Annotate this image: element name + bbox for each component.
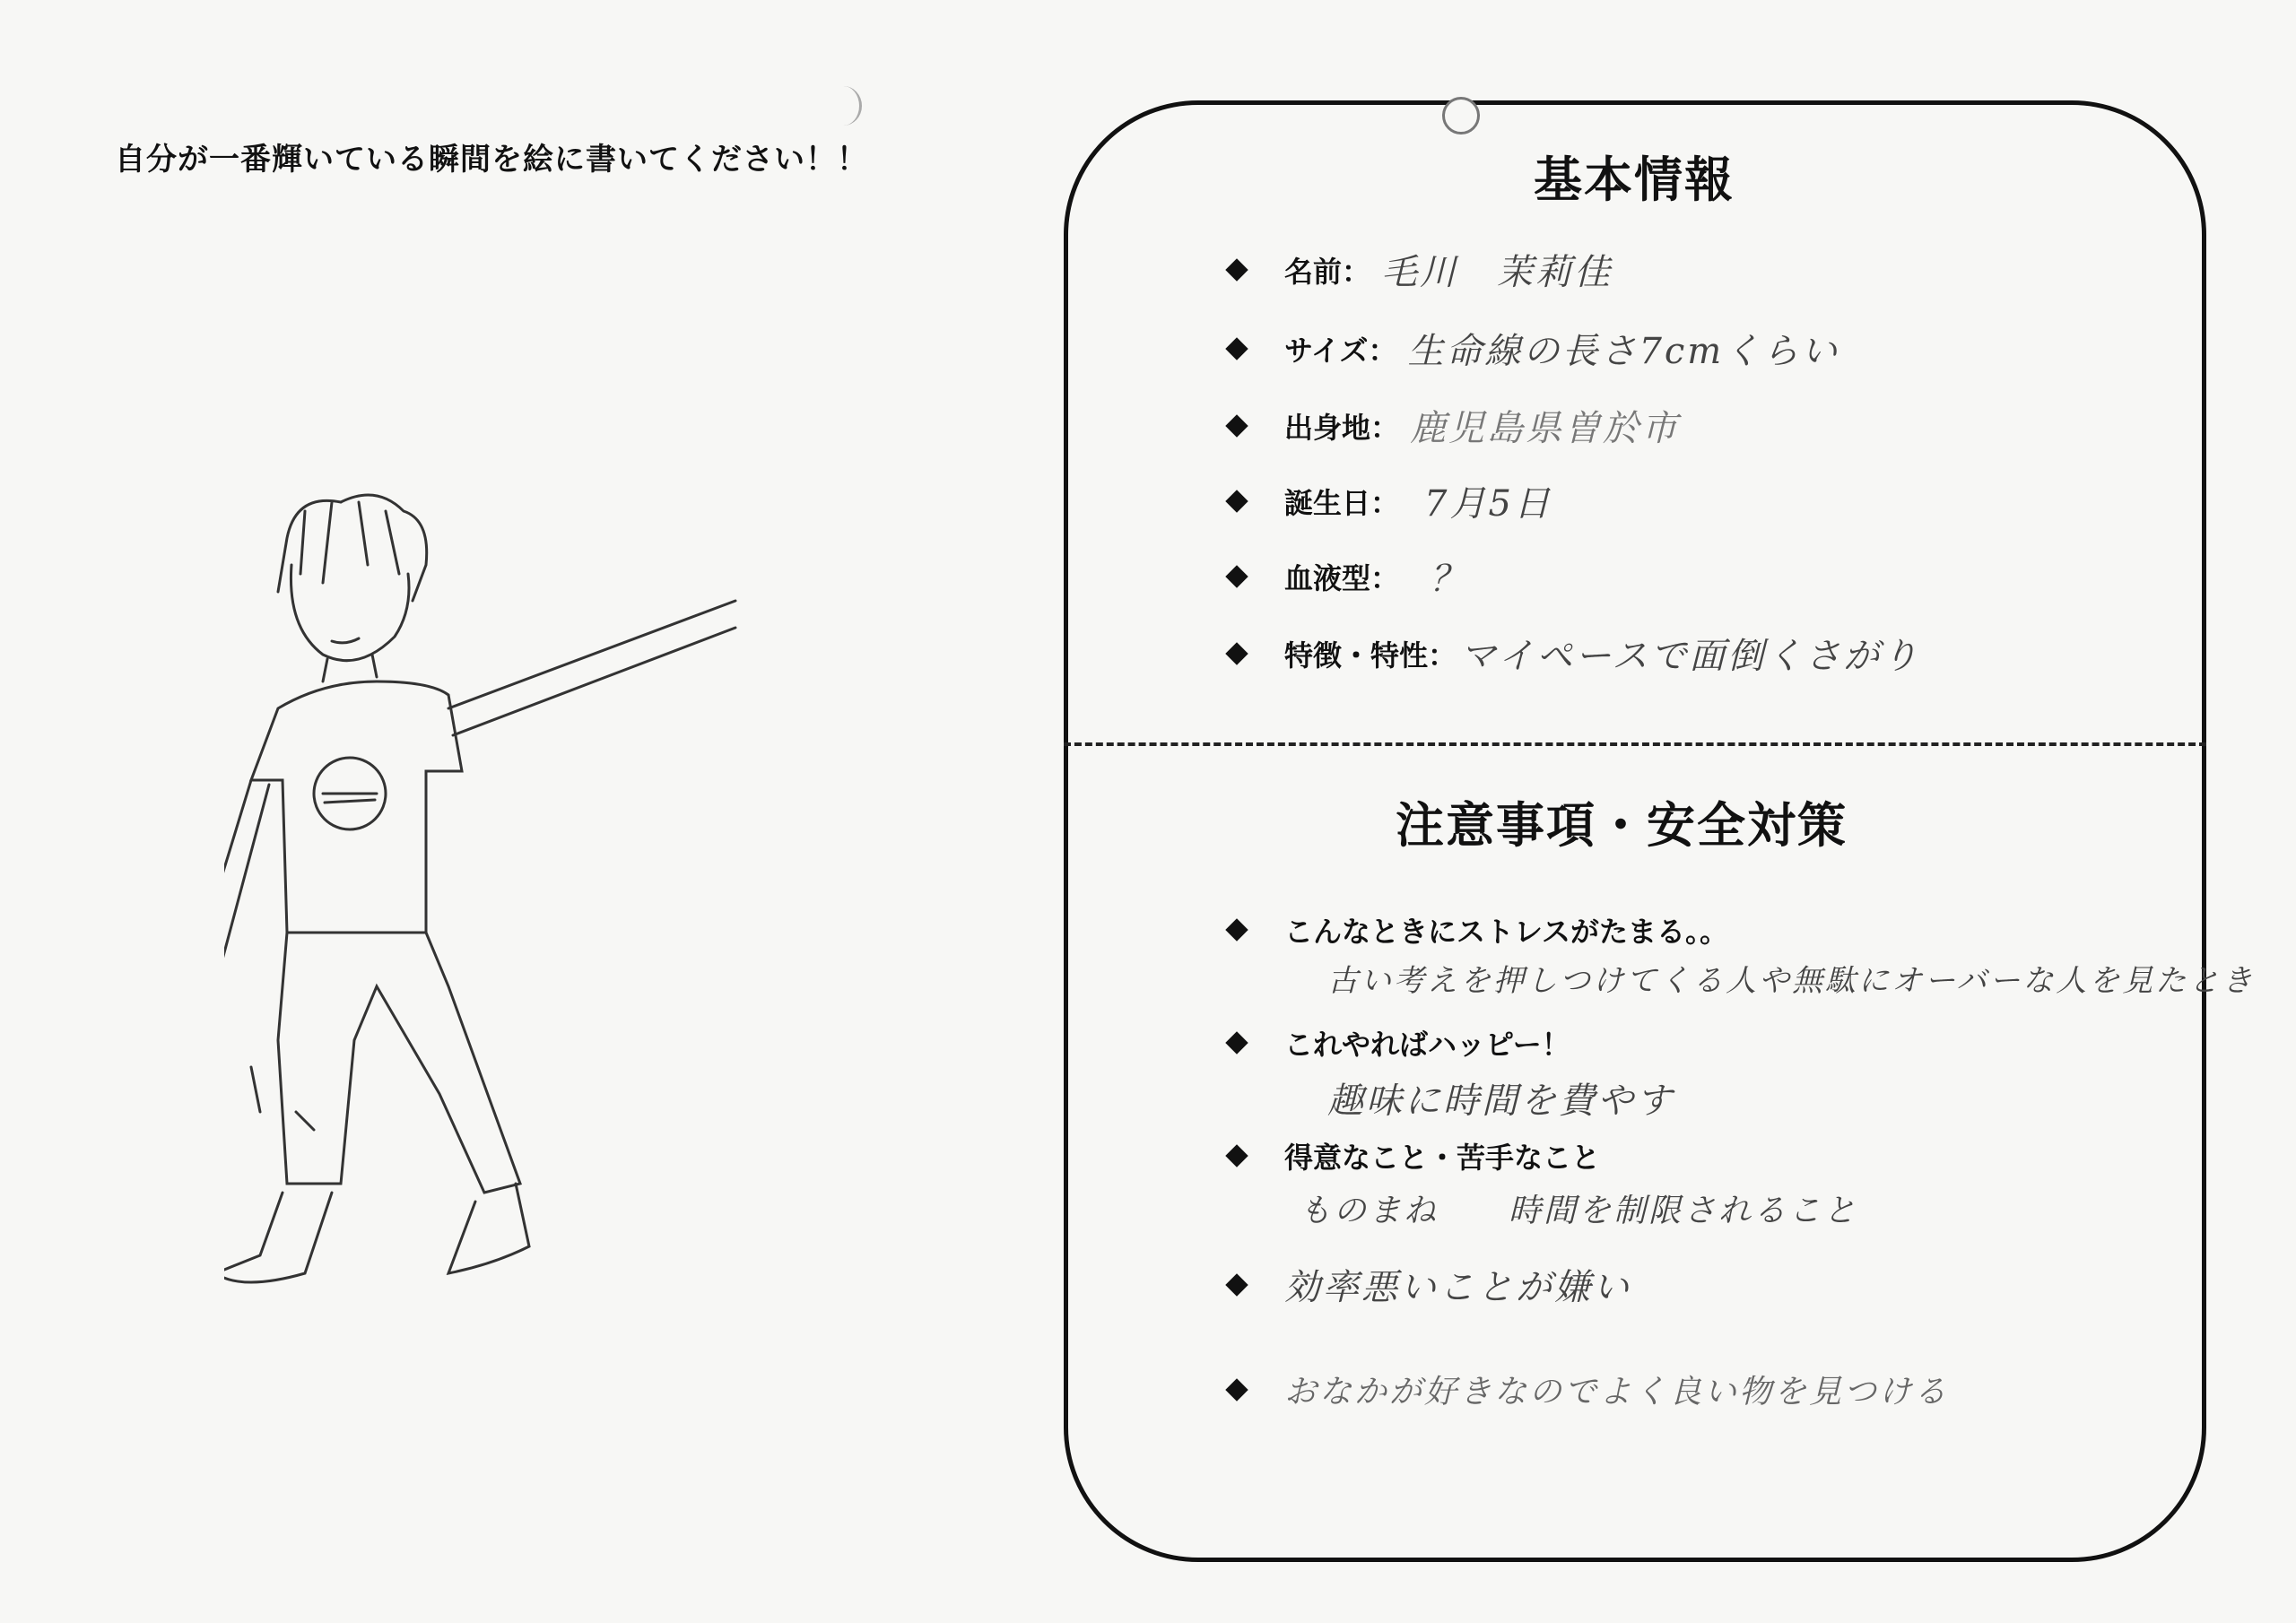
- bullet-diamond-icon: [1225, 918, 1248, 941]
- bullet-diamond-icon: [1225, 565, 1248, 587]
- row-value: 生命線の長さ7cmくらい: [1407, 331, 1840, 372]
- item-label: これやればハッピー！: [1284, 1028, 1570, 1062]
- basic-row-hometown: [1229, 400, 1680, 451]
- row-label: 血液型：: [1284, 560, 1400, 595]
- row-value: 毛川 茉莉佳: [1381, 252, 1613, 293]
- bullet-diamond-icon: [1225, 1144, 1248, 1167]
- basic-row-size: [1229, 323, 1839, 374]
- section-divider: [1064, 742, 2206, 746]
- safety-item-shopping: [1229, 1367, 1949, 1412]
- item-label: こんなときにストレスがたまる。。: [1284, 915, 1729, 949]
- punch-hole: [1442, 97, 1480, 135]
- basic-row-blood-type: [1229, 551, 1468, 602]
- row-value: 7月5日: [1424, 483, 1552, 525]
- bullet-diamond-icon: [1225, 1378, 1248, 1401]
- basic-info-title: 基本情報: [1534, 152, 1735, 208]
- basic-row-traits: [1229, 628, 1920, 679]
- row-label: 特徴・特性：: [1284, 638, 1457, 673]
- row-label: 名前：: [1284, 254, 1371, 289]
- drawing-prompt: 自分が一番輝いている瞬間を絵に書いてください！！: [115, 142, 868, 178]
- basic-row-name: [1229, 244, 1613, 295]
- bullet-diamond-icon: [1225, 1031, 1248, 1054]
- item-value: 古い考えを押しつけてくる人や無駄にオーバーな人を見たとき: [1327, 963, 2256, 999]
- row-value: 鹿児島県曽於市: [1410, 408, 1681, 449]
- row-value: マイペースで面倒くさがり: [1460, 636, 1921, 677]
- row-label: サイズ：: [1284, 333, 1397, 368]
- safety-item-happy: [1229, 1022, 1570, 1063]
- safety-title: 注意事項・安全対策: [1396, 797, 1848, 854]
- safety-item-strengths: [1229, 1135, 1600, 1176]
- bullet-diamond-icon: [1225, 1273, 1248, 1296]
- row-label: 誕生日：: [1284, 485, 1400, 520]
- item-value: 効率悪いことが嫌い: [1284, 1267, 1631, 1308]
- item-value: おなかが好きなのでよく良い物を見つける: [1284, 1374, 1950, 1410]
- row-label: 出身地：: [1284, 410, 1400, 445]
- person-drawing: [224, 484, 780, 1399]
- item-value: ものまね 時間を制限されること: [1299, 1193, 1859, 1229]
- bullet-diamond-icon: [1225, 642, 1248, 664]
- basic-row-birthday: [1229, 475, 1552, 526]
- bullet-diamond-icon: [1225, 258, 1248, 281]
- item-value: 趣味に時間を費やす: [1327, 1081, 1674, 1122]
- row-value: ？: [1430, 559, 1469, 600]
- punch-hole-mark: [825, 86, 862, 126]
- safety-item-efficiency: [1229, 1259, 1631, 1310]
- bullet-diamond-icon: [1225, 337, 1248, 360]
- safety-item-stress: [1229, 909, 1728, 950]
- bullet-diamond-icon: [1225, 414, 1248, 437]
- bullet-diamond-icon: [1225, 490, 1248, 512]
- item-label: 得意なこと・苦手なこと: [1284, 1141, 1601, 1175]
